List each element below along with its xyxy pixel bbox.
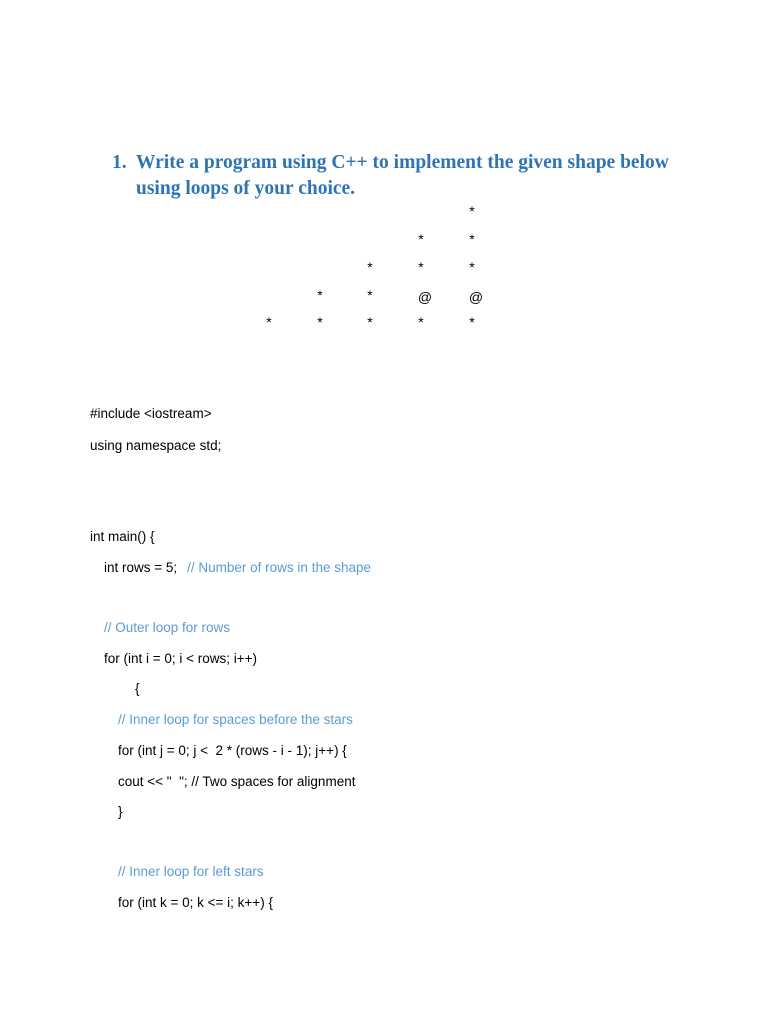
code-line-cout-spaces: cout << " "; // Two spaces for alignment [118,774,356,789]
shape-symbol: * [367,287,373,303]
code-comment-left-stars: // Inner loop for left stars [118,864,264,879]
code-rows-decl: int rows = 5; [104,560,178,575]
code-line-spaces-for: for (int j = 0; j < 2 * (rows - i - 1); j++) { [118,743,347,758]
question-text: Write a program using C++ to implement the given shape below using loops of your choice. [136,152,669,199]
shape-symbol: * [418,259,424,275]
code-comment-rows: // Number of rows in the shape [187,560,371,575]
code-comment-spaces: // Inner loop for spaces before the stars [118,712,353,727]
question-number: 1. [112,152,127,173]
code-line-using: using namespace std; [90,438,222,453]
shape-symbol: * [317,287,323,303]
shape-symbol: * [469,203,475,219]
shape-symbol: * [418,314,424,330]
code-line-close-brace: } [118,804,123,819]
shape-symbol: * [367,259,373,275]
shape-symbol: * [418,231,424,247]
shape-pattern [0,0,768,340]
shape-symbol: @ [468,289,484,305]
code-comment-outer: // Outer loop for rows [104,620,231,635]
code-line-open-brace: { [135,681,140,696]
code-line-include: #include <iostream> [90,406,212,421]
shape-symbol: * [367,314,373,330]
shape-symbol: * [469,259,475,275]
code-line-outer-for: for (int i = 0; i < rows; i++) [104,651,258,666]
code-line-left-for: for (int k = 0; k <= i; k++) { [118,895,273,910]
code-line-main: int main() { [90,529,155,544]
shape-symbol: * [469,314,475,330]
code-line-rows-decl [104,559,371,576]
shape-symbol: * [469,231,475,247]
shape-symbol: * [266,314,272,330]
shape-symbol: * [317,314,323,330]
shape-symbol: @ [417,289,433,305]
